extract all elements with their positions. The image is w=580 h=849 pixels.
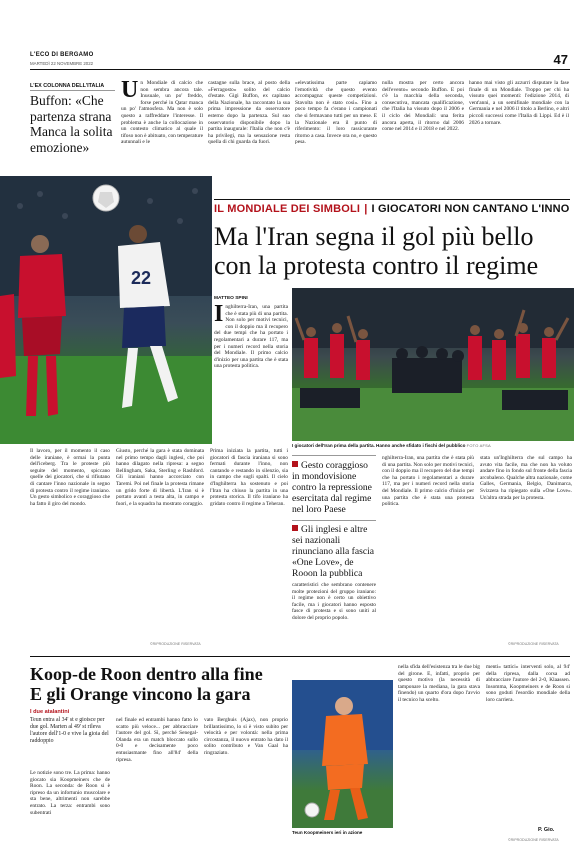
section-kicker: IL MONDIALE DEI SIMBOLI — [214, 203, 361, 215]
pull-quote-2: Gli inglesi e altre sei nazionali rinunciano alla fascia «One Love», de Rooon la pubblica — [292, 524, 375, 579]
photo-england-iran — [0, 176, 212, 444]
svg-text:22: 22 — [131, 268, 152, 288]
koop-headline: Koop-de Roon dentro alla fine E gli Orange vincono la gara — [30, 664, 263, 704]
section-strip — [214, 203, 570, 215]
buffon-col-5: hanno mai visto gli azzurri disputare la fase finale di un Mondiale. Troppo per chi ha vissuto quei momenti: l'edizione 2014, di vent'anni, a un semifinale mondiale con la Germania e nel 2006 il titolo a Berlino, e altri piccoli successi come l'Italia di Lippi. Ed è il 2026 a tornare. — [469, 80, 569, 126]
photo-koopmeiners — [292, 680, 393, 828]
main-col-3: caratteristici che sembrano contenere molte protezioni del gruppo iraniano: il regime non è certo un obiettivo facile, ma i giocatori hanno esposto fasce di protesta e si sono uniti al dolore del proprio popolo. — [292, 582, 376, 621]
copyright-notice: ©RIPRODUZIONE RISERVATA — [508, 838, 559, 842]
main-col-1: Inghilterra-Iran, una partita che è stata più di una partita. Non solo per motivi tecnici, con il doppio ma il recupero del due tempi che ha portato i regolamentari a durare 117, ma per i numeri record nella storia del Mondiale. Il primo calcio d'inizio per una partita che è stata una protesta politica. — [214, 304, 288, 370]
page-number: 47 — [553, 52, 568, 67]
pull-quote-1: Gesto coraggioso in mondovisione contro la repressione esercitata dal regime nel loro Paese — [292, 460, 372, 515]
section-rule — [30, 656, 570, 657]
buffon-headline: Buffon: «Che partenza strana Manca la solita emozione» — [30, 93, 113, 155]
bullet-square-icon — [292, 461, 298, 467]
buffon-col-1: Un Mondiale di calcio che non sembra ancora tale. Inusuale, un po' freddo, forse perché in Qatar manca un po' l'atmosfera. Ma non è solo questo a raffreddare l'interesse. Il problema è anche la collocazione in un contesto climatico al quale il tifoso non è abituato, con temperature autunnali e le — [121, 80, 203, 146]
main-col-2: Prima iniziata la partita, tutti i giocatori di fascia iraniana si sono fermati durante l'inno, non cantando e restando in silenzio, sia in campo che sugli spalti. Il cielo d'Inghilterra ha sostenuto e poi l'Iran ha chiuso la partita in una protesta storica. Il tifo iraniano ha gridato contro il regime a Teheran. — [210, 448, 288, 507]
main-headline: Ma l'Iran segna il gol più bello con la protesta contro il regime — [214, 222, 539, 280]
buffon-col-4: nulla mostra per certo ancora dell'evento» secondo Buffon. E poi c'è la macchia della seconda, consecutiva, mancata qualificazione, che l'Italia ha vissuto dopo il 2006 e il ciclo dei Mondiali: una ferita ancora aperta, il ritorno dal 2006 come nel 2014 e il 2018 e nel 2022. — [382, 80, 464, 133]
section-subject: I GIOCATORI NON CANTANO L'INNO — [371, 203, 570, 215]
buffon-col-2: castagne sulla brace, al posto della «Ferragosto» solito del calcio d'estate. Gigi Buffon, ex capitano della Nazionale, ha raccontato la sua prima impressione da osservatore esterno dopo la partenza. Sul suo osservatorio disponibile dopo la partita inaugurale: l'Italia che non c'è ha privilegi, ma la sensazione resta quella di chi guarda da fuori. — [208, 80, 290, 146]
dateline: MARTEDÌ 22 NOVEMBRE 2022 — [30, 61, 94, 66]
column-tag: L'EX COLONNA DELL'ITALIA — [30, 83, 105, 89]
main-col-lead-b: Giusto, perché la gara è stata dominata nel primo tempo dagli inglesi, che poi hanno dilagato nella ripresa: a segno Bellingham, Saka, Sterling e Rashford. Gli iraniani hanno accorciato con Taremi. Poi nel finale la protesta rimane un grido forte di libertà. L'Iran si è portato avanti a testa alta, in campo e fuori, e la squadra ha mostrato coraggio. — [116, 448, 204, 507]
iran-photo-caption: I giocatori dell'Iran prima della partita. Hanno anche sfidato i fischi del pubblico FOTO AFSA — [292, 443, 491, 448]
byline: MATTEO SPINI — [214, 296, 248, 301]
koop-col-1: Le notizie sono tre. La prima: hanno giocato sia Koopmeiners che de Roon. La seconda: de Roon si è ripreso da un infortunio muscolare e sta bene, altrimenti non sarebbe entrato. La terza: entrambi sono subentrati — [30, 770, 110, 816]
photo-illustration — [292, 680, 393, 828]
header-rule — [30, 69, 570, 70]
story-label: I due atalantini — [30, 709, 70, 715]
main-dropcap: I — [214, 304, 224, 327]
copyright-notice: ©RIPRODUZIONE RISERVATA — [508, 642, 559, 646]
koop-col-5: menti» tattici» interventi solo, al 94' della ripresa, dalla corsa ad abbracciare l'autore del 2-0, Klaassen. Insomma, Koopmeiners e de Roon si sono goduti l'esordio mondiale della loro carriera. — [486, 664, 570, 703]
photo-illustration — [292, 288, 574, 441]
masthead: L'ECO DI BERGAMO — [30, 52, 94, 58]
main-col-5: stata un'Inghilterra che sul campo ha avuto vita facile, ma che non ha voluto andare fino in fondo sul fronte della fascia arcobaleno. Qualche altra nazionale, come Galles, Germania, Belgio, Danimarca, Svizzera ha ripiegato sulla «One Love». Un'altra strada per la protesta. — [480, 455, 572, 501]
bullet-square-icon — [292, 525, 298, 531]
photo-illustration — [0, 176, 212, 444]
author-signature: P. Gio. — [538, 827, 555, 833]
section-separator: | — [364, 203, 368, 215]
koop-col-3: vato Berghuis (Ajax), non proprio brillantissimo, lo si è visto subito per velocità e per volontà: nella prima circostanza, il nuovo entrato ha dato il solito contributo e Van Gaal ha ringraziato. — [204, 717, 288, 756]
main-col-lead-a: Il lavoro, per il momento il caso delle iraniane, è ormai la punta dell'iceberg. Tra le proteste più seguite del momento, spiccano quelle dei giocatori, che si rifiutano di cantare l'inno nazionale in segno di protesta contro il regime iraniano. Un gesto simbolico e coraggioso che ha fatto il giro del mondo. — [30, 448, 110, 507]
koop-col-2: nel finale ed entrambi hanno fatto lo scatto più veloce... per abbracciare l'autore del gol. Sì, perché Senegal-Olanda era un match bloccato sullo 0-0 e decisamente poco entusiasmante fino all'84' della ripresa. — [116, 717, 198, 763]
photo-iran-team — [292, 288, 574, 441]
dropcap: U — [121, 80, 139, 103]
copyright-notice: ©RIPRODUZIONE RISERVATA — [150, 642, 201, 646]
koop-photo-caption: Teun Koopmeiners ieri in azione — [292, 830, 363, 835]
photo-credit: FOTO AFSA — [466, 443, 491, 448]
buffon-col-3: «elevatissima parte capiamo l'emotività che questo evento accompagna: queste competizioni. Stavolta non è stato così». Fino a poco tempo fa c'erano i campionati che si fermavano tutti per un mese. E la Nazionale era il punto di riferimento: il loro rassicurante ritorno a casa. Invece ora no, e questo pesa. — [295, 80, 377, 146]
story-deck: Teun entra al 34' st e gioisce per due gol. Marten al 49' st rileva l'autore dell'1-0 e vive la gioia del raddoppio — [30, 717, 109, 744]
main-col-4: nghilterra-Iran, una partita che è stata più di una partita. Non solo per motivi tecnici, con il doppio ma il recupero del due tempi che ha portato i regolamentari a durare 117, ma per i numeri record nella storia del Mondiale. Il primo calcio d'inizio per una partita che è stata una protesta politica. — [382, 455, 474, 508]
koop-col-4: nella sfida dell'esistenza tra le due big del girone. E, infatti, proprio per questo motivo (la necessità di tamponare la mediana, la gara stava finendo) un quarto d'ora dopo l'avvio il tecnico ha scelto. — [398, 664, 480, 703]
